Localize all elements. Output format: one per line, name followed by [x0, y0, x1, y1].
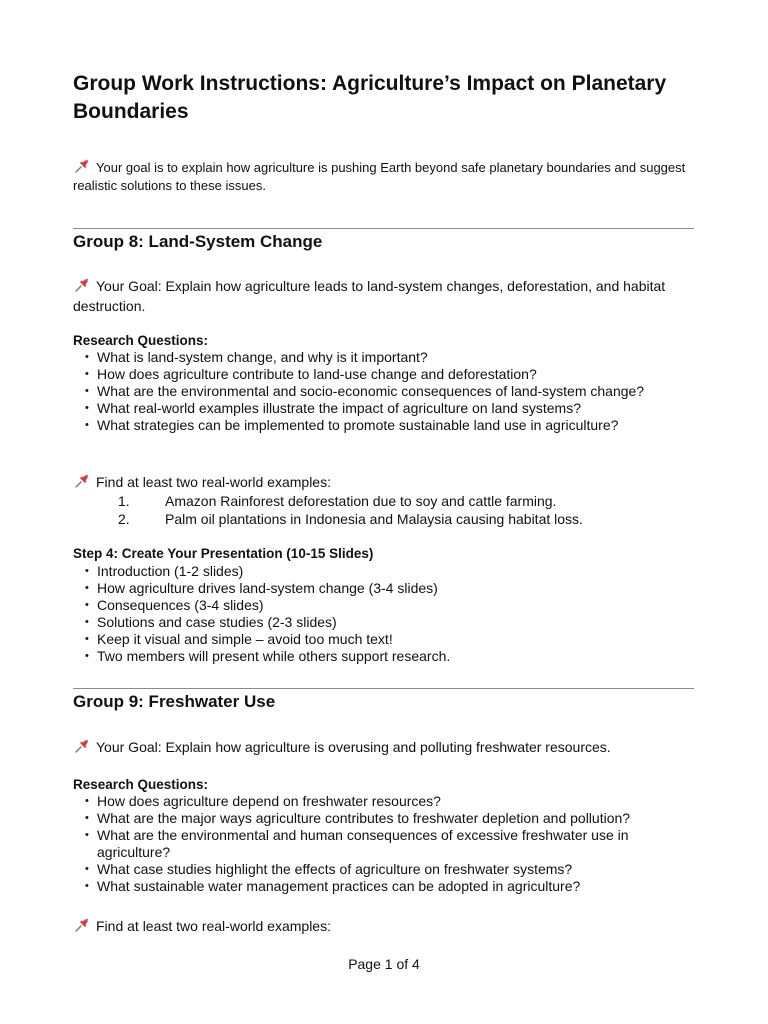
- list-item: • What sustainable water management practices can be adopted in agriculture?: [73, 878, 698, 895]
- group8-research-heading: Research Questions:: [73, 333, 209, 348]
- group8-goal: [73, 276, 703, 316]
- group8-research-list: [73, 349, 698, 434]
- document-title: Group Work Instructions: Agriculture’s Impact on Planetary Boundaries: [73, 72, 667, 123]
- list-text: Amazon Rainforest deforestation due to soy and cattle farming.: [165, 493, 557, 509]
- list-item: [73, 510, 583, 528]
- group9-goal-text: Your Goal: Explain how agriculture is overusing and polluting freshwater resources.: [96, 739, 611, 755]
- list-item: • What are the environmental and socio-economic consequences of land-system change?: [73, 383, 698, 400]
- group9-examples-label-text: Find at least two real-world examples:: [96, 918, 331, 934]
- group9-examples-label: [73, 916, 331, 936]
- pushpin-icon: [73, 737, 91, 755]
- list-item: • What are the environmental and human consequences of excessive freshwater use in agriculture?: [73, 827, 698, 861]
- group8-heading: Group 8: Land-System Change: [73, 232, 323, 251]
- pushpin-icon: [73, 157, 91, 175]
- list-item: • Introduction (1-2 slides): [73, 563, 698, 580]
- section-divider: [73, 688, 694, 689]
- list-item: • How agriculture drives land-system change (3-4 slides): [73, 580, 698, 597]
- list-number: 2.: [118, 511, 130, 527]
- group8-examples-list: [73, 492, 583, 528]
- list-item: • What is land-system change, and why is it important?: [73, 349, 698, 366]
- list-item: • What are the major ways agriculture contributes to freshwater depletion and pollution?: [73, 810, 698, 827]
- section-divider: [73, 228, 694, 229]
- page-number: Page 1 of 4: [348, 956, 420, 972]
- group8-step-heading: Step 4: Create Your Presentation (10-15 Slides): [73, 546, 374, 561]
- pushpin-icon: [73, 276, 91, 294]
- group9-research-heading: Research Questions:: [73, 777, 209, 792]
- list-item: • Two members will present while others support research.: [73, 648, 698, 665]
- list-item: • What case studies highlight the effects of agriculture on freshwater systems?: [73, 861, 698, 878]
- list-item: • Consequences (3-4 slides): [73, 597, 698, 614]
- list-item: • What real-world examples illustrate the impact of agriculture on land systems?: [73, 400, 698, 417]
- group9-goal: [73, 737, 703, 757]
- group9-heading: Group 9: Freshwater Use: [73, 692, 276, 711]
- group8-goal-text: Your Goal: Explain how agriculture leads to land-system changes, deforestation, and habitat destruction.: [73, 278, 666, 314]
- intro-paragraph: [73, 157, 703, 195]
- list-item: • Solutions and case studies (2-3 slides): [73, 614, 698, 631]
- group8-examples-label-text: Find at least two real-world examples:: [96, 474, 331, 490]
- list-number: 1.: [118, 493, 130, 509]
- intro-text: Your goal is to explain how agriculture is pushing Earth beyond safe planetary boundaries and suggest realistic solutions to these issues.: [73, 160, 686, 193]
- list-text: Palm oil plantations in Indonesia and Malaysia causing habitat loss.: [165, 511, 583, 527]
- group8-examples-label: [73, 472, 331, 492]
- group8-step-list: [73, 563, 698, 665]
- list-item: [73, 492, 583, 510]
- list-item: • How does agriculture contribute to land-use change and deforestation?: [73, 366, 698, 383]
- list-item: • How does agriculture depend on freshwater resources?: [73, 793, 698, 810]
- group9-research-list: [73, 793, 698, 895]
- pushpin-icon: [73, 472, 91, 490]
- list-item: • What strategies can be implemented to promote sustainable land use in agriculture?: [73, 417, 698, 434]
- list-item: • Keep it visual and simple – avoid too much text!: [73, 631, 698, 648]
- pushpin-icon: [73, 916, 91, 934]
